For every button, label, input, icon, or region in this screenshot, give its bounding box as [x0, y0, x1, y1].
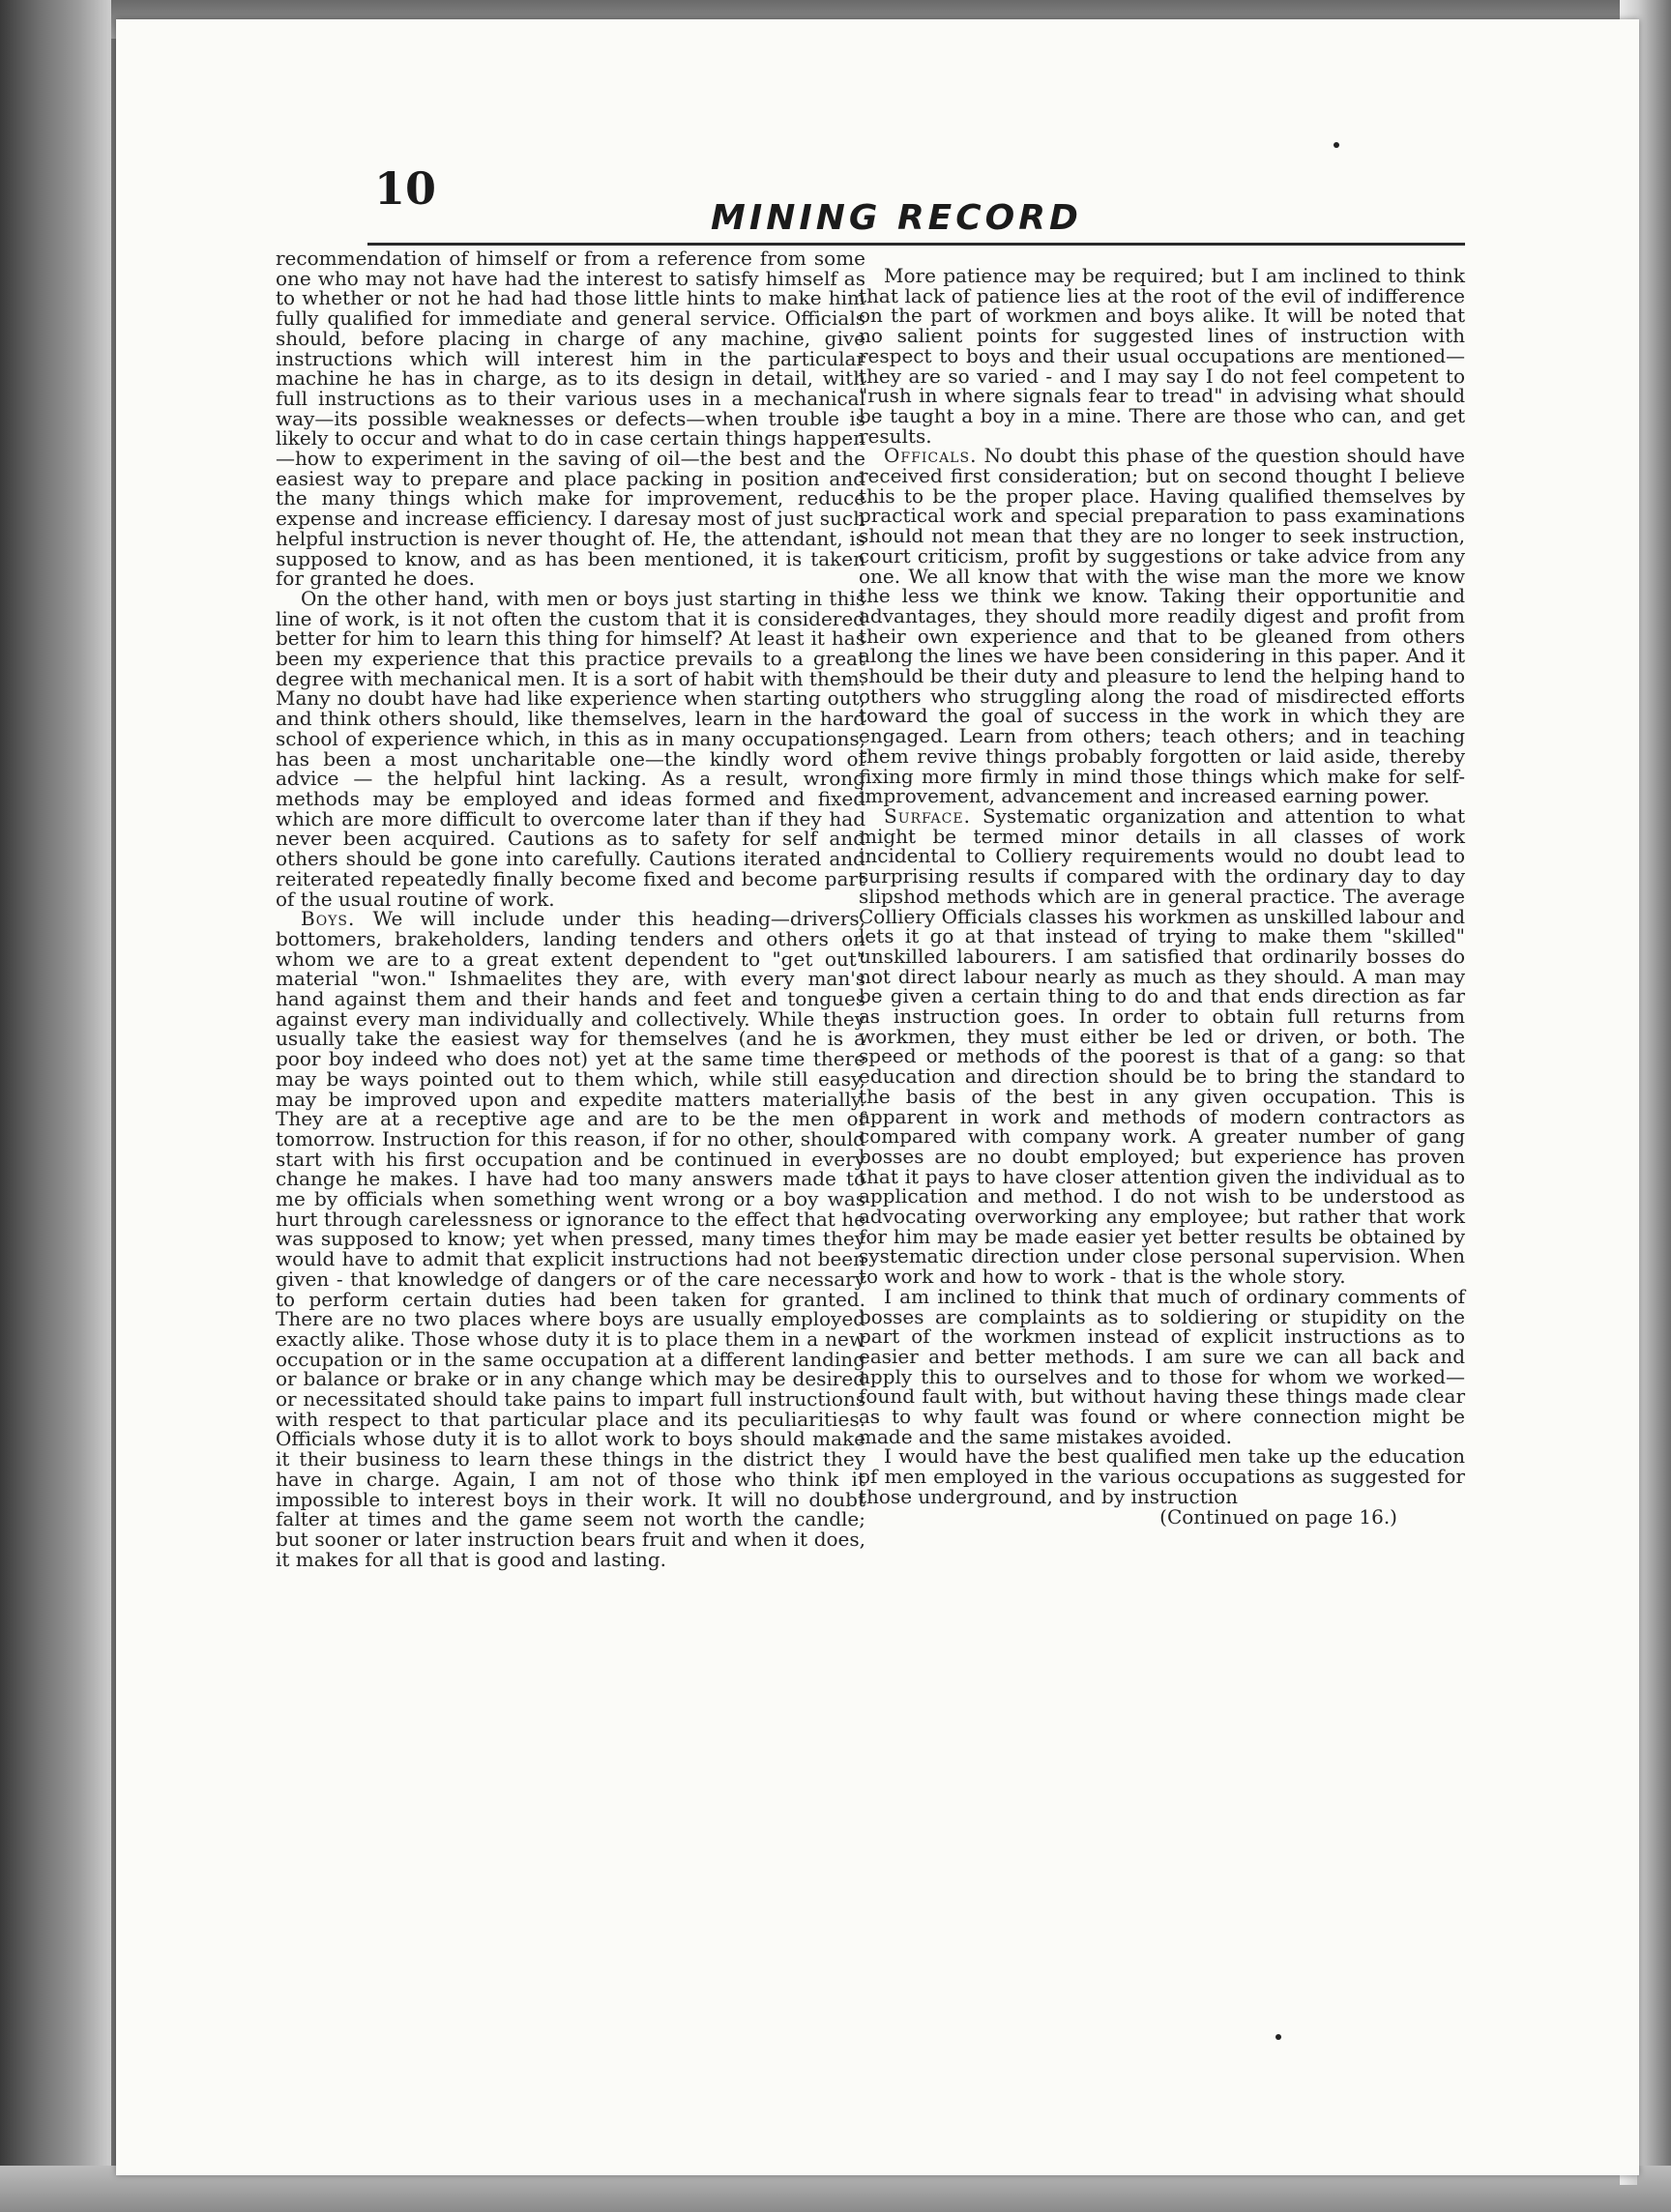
scan-binding-edge [0, 0, 111, 2212]
print-speck [1275, 2034, 1281, 2040]
print-speck [1334, 142, 1339, 148]
paragraph: Boys. We will include under this heading—drivers, bottomers, brakeholders, landing tenders and others on whom we are to a great extent dependent to "get out" material "won." Ishmaelites they are, with every man's hand against them and their hands and feet and tongues against every man individually and collectively. While they usually take the easiest way for themselves (and he is a poor boy indeed who does not) yet at the same time there may be ways pointed out to them which, while still easy, may be improved upon and expedite matters materially. They are at a receptive age and are to be the men of tomorrow. Instruction for this reason, if for no other, should start with his first occupation and be continued in every change he makes. I have had too many answers made to me by officials when something went wrong or a boy was hurt through carelessness or ignorance to the effect that he was supposed to know; yet when pressed, many times they would have to admit that explicit instructions had not been given - that knowledge of dangers or of the care necessary to perform certain duties had been taken for granted. There are no two places where boys are usually employed exactly alike. Those whose duty it is to place them in a new occupation or in the same occupation at a different landing or balance or brake or in any change which may be desired or necessitated should take pains to impart full instructions with respect to that particular place and its peculiarities. Officials whose duty it is to allot work to boys should make it their business to learn these things in the district they have in charge. Again, I am not of those who think it impossible to interest boys in their work. It will no doubt falter at times and the game seem not worth the candle; but sooner or later instruction bears fruit and when it does, it makes for all that is good and lasting. [276, 907, 865, 1571]
left-column [276, 248, 865, 1569]
scan-background-right [1634, 0, 1671, 2212]
page-number: 10 [374, 162, 437, 215]
right-column [859, 266, 1465, 1527]
paragraph: Officals. No doubt this phase of the question should have received first consideration; but on second thought I believe this to be the proper place. Having qualified themselves by practical work and special preparation to pass examinations should not mean that they are no longer to seek instruction, court criticism, profit by suggestions or take advice from any one. We all know that with the wise man the more we know the less we think we know. Taking their opportunitie and advantages, they should more readily digest and profit from their own experience and that to be gleaned from others along the lines we have been considering in this paper. And it should be their duty and pleasure to lend the helping hand to others who struggling along the road of misdirected efforts toward the goal of success in the work in which they are engaged. Learn from others; teach others; and in teaching them revive things probably forgotten or laid aside, thereby fixing more firmly in mind those things which make for self-improvement, advancement and increased earning power. [859, 444, 1465, 808]
section-heading: Surface. [884, 803, 971, 828]
paragraph: More patience may be required; but I am inclined to think that lack of patience lies at the root of the evil of indifference on the part of workmen and boys alike. It will be noted that no salient points for suggested lines of instruction with respect to boys and their usual occupations are mentioned—they are so varied - and I may say I do not feel competent to "rush in where signals fear to tread" in advising what should be taught a boy in a mine. There are those who can, and get results. [859, 264, 1465, 448]
paragraph: I am inclined to think that much of ordinary comments of bosses are complaints as to soldiering or stupidity on the part of the workmen instead of explicit instructions as to easier and better methods. I am sure we can all back and apply this to ourselves and to those for whom we worked—found fault with, but without having these things made clear as to why fault was found or where connection might be made and the same mistakes avoided. [859, 1284, 1465, 1448]
section-heading: Boys. [301, 907, 356, 931]
continuation-note: (Continued on page 16.) [1159, 1504, 1397, 1528]
section-heading: Officals. [884, 444, 978, 468]
paragraph: I would have the best qualified men take up the education of men employed in the various occupations as suggested for those underground, and by instruction [859, 1444, 1465, 1508]
masthead-title: MINING RECORD [711, 198, 1082, 238]
paragraph: recommendation of himself or from a reference from some one who may not have had the interest to satisfy himself as to whether or not he had had those little hints to make him fully qualified for immediate and general service. Officials should, before placing in charge of any machine, give instructions which will interest him in the particular machine he has in charge, as to its design in detail, with full instructions as to their various uses in a mechanical way—its possible weaknesses or defects—when trouble is likely to occur and what to do in case certain things happen—how to experiment in the saving of oil—the best and the easiest way to prepare and place packing in position and the many things which make for improvement, reduce expense and increase efficiency. I daresay most of just such helpful instruction is never thought of. He, the attendant, is supposed to know, and as has been mentioned, it is taken for granted he does. [276, 247, 865, 591]
header-rule [367, 243, 1465, 246]
paragraph: On the other hand, with men or boys just starting in this line of work, is it not often the custom that it is considered better for him to learn this thing for himself? At least it has been my experience that this practice prevails to a great degree with mechanical men. It is a sort of habit with them. Many no doubt have had like experience when starting out, and think others should, like themselves, learn in the hard school of experience which, in this as in many occupations, has been a most uncharitable one—the kindly word of advice — the helpful hint lacking. As a result, wrong methods may be employed and ideas formed and fixed which are more difficult to overcome later than if they had never been acquired. Cautions as to safety for self and others should be gone into carefully. Cautions iterated and reiterated repeatedly finally become fixed and become part of the usual routine of work. [276, 586, 865, 911]
paragraph: Surface. Systematic organization and attention to what might be termed minor details in all classes of work incidental to Colliery requirements would no doubt lead to surprising results if compared with the ordinary day to day slipshod methods which are in general practice. The average Colliery Officials classes his workmen as unskilled labour and lets it go at that instead of trying to make them "skilled" unskilled labourers. I am satisfied that ordinarily bosses do not direct labour nearly as much as they should. A man may be given a certain thing to do and that ends direction as far as instruction goes. In order to obtain full returns from workmen, they must either be led or driven, or both. The speed or methods of the poorest is that of a gang: so that education and direction should be to bring the standard to the basis of the best in any given occupation. This is apparent in work and methods of modern contractors as compared with company work. A greater number of gang bosses are no doubt employed; but experience has proven that it pays to have closer attention given the individual as to application and method. I do not wish to be understood as advocating overworking any employee; but rather that work for him may be made easier yet better results be obtained by systematic direction under close personal supervision. When to work and how to work - that is the whole story. [859, 803, 1465, 1289]
